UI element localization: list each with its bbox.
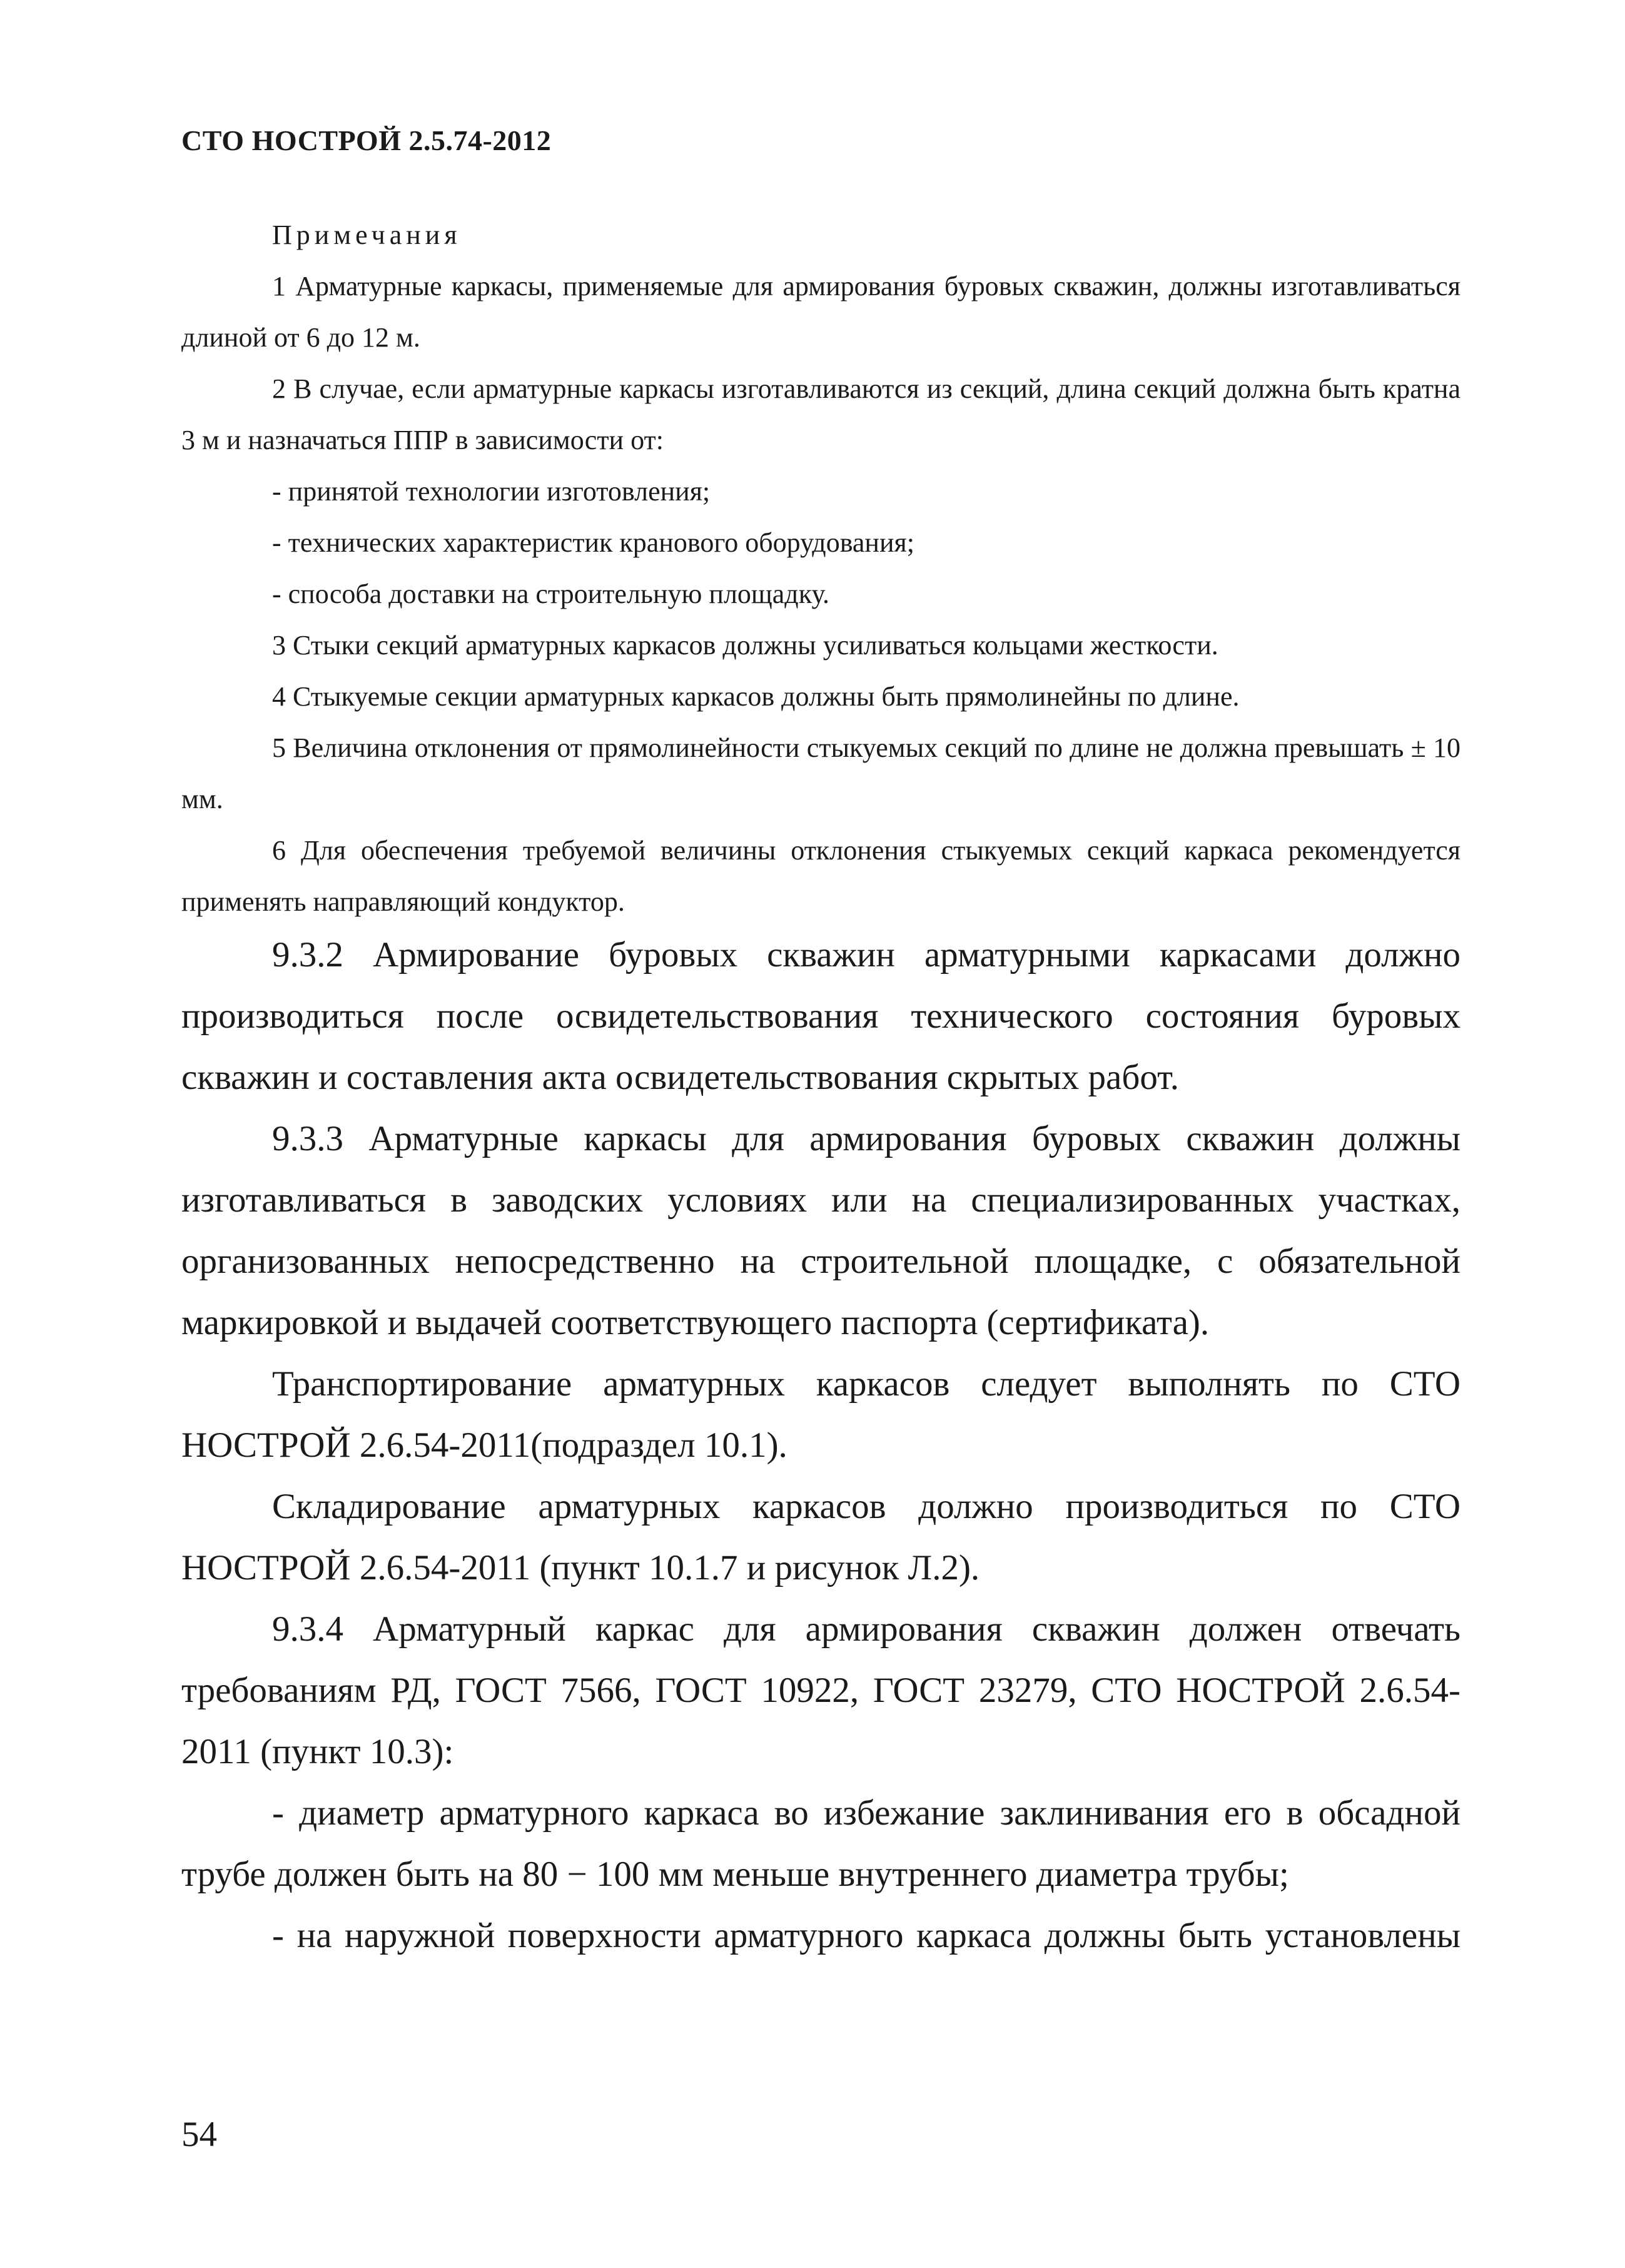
paragraph-9-3-2: 9.3.2 Армирование буровых скважин арматурными каркасами должно производиться после освидетельствования технического состояния буровых скважин и составления акта освидетельствования скрытых работ. bbox=[181, 935, 1460, 1097]
list-item-diameter: - диаметр арматурного каркаса во избежание заклинивания его в обсадной трубе должен быть на 80 − 100 мм меньше внутреннего диаметра трубы; bbox=[181, 1793, 1460, 1894]
note-dash-item: - способа доставки на строительную площадку. bbox=[272, 579, 830, 609]
list-item-surface: - на наружной поверхности арматурного каркаса должны быть установлены bbox=[272, 1916, 1460, 1955]
note-dash-item: - принятой технологии изготовления; bbox=[272, 476, 711, 507]
paragraph-storage: Складирование арматурных каркасов должно производиться по СТО НОСТРОЙ 2.6.54-2011 (пункт 10.1.7 и рисунок Л.2). bbox=[181, 1487, 1460, 1587]
note-item: 1 Арматурные каркасы, применяемые для армирования буровых скважин, должны изготавливаться длиной от 6 до 12 м. bbox=[181, 271, 1460, 353]
paragraph-9-3-3: 9.3.3 Арматурные каркасы для армирования буровых скважин должны изготавливаться в заводских условиях или на специализированных участках, организованных непосредственно на строительной площадке, с обязательной маркировкой и выдачей соответствующего паспорта (сертификата). bbox=[181, 1119, 1460, 1342]
page-number: 54 bbox=[181, 2115, 217, 2154]
note-dash-item: - технических характеристик кранового оборудования; bbox=[272, 527, 914, 558]
main-text bbox=[181, 924, 1460, 1967]
paragraph-transport: Транспортирование арматурных каркасов следует выполнять по СТО НОСТРОЙ 2.6.54-2011(подраздел 10.1). bbox=[181, 1364, 1460, 1465]
document-code-header: СТО НОСТРОЙ 2.5.74-2012 bbox=[181, 124, 552, 156]
notes-section bbox=[181, 210, 1460, 928]
paragraph-9-3-4: 9.3.4 Арматурный каркас для армирования скважин должен отвечать требованиям РД, ГОСТ 7566, ГОСТ 10922, ГОСТ 23279, СТО НОСТРОЙ 2.6.54-2011 (пункт 10.3): bbox=[181, 1609, 1460, 1771]
note-item: 4 Стыкуемые секции арматурных каркасов должны быть прямолинейны по длине. bbox=[272, 681, 1240, 712]
notes-title: Примечания bbox=[272, 220, 462, 250]
note-item: 2 В случае, если арматурные каркасы изготавливаются из секций, длина секций должна быть кратна 3 м и назначаться ППР в зависимости от: bbox=[181, 373, 1460, 455]
note-item: 6 Для обеспечения требуемой величины отклонения стыкуемых секций каркаса рекомендуется применять направляющий кондуктор. bbox=[181, 835, 1460, 917]
note-item: 5 Величина отклонения от прямолинейности стыкуемых секций по длине не должна превышать ± 10 мм. bbox=[181, 732, 1460, 814]
note-item: 3 Стыки секций арматурных каркасов должны усиливаться кольцами жесткости. bbox=[272, 630, 1218, 661]
